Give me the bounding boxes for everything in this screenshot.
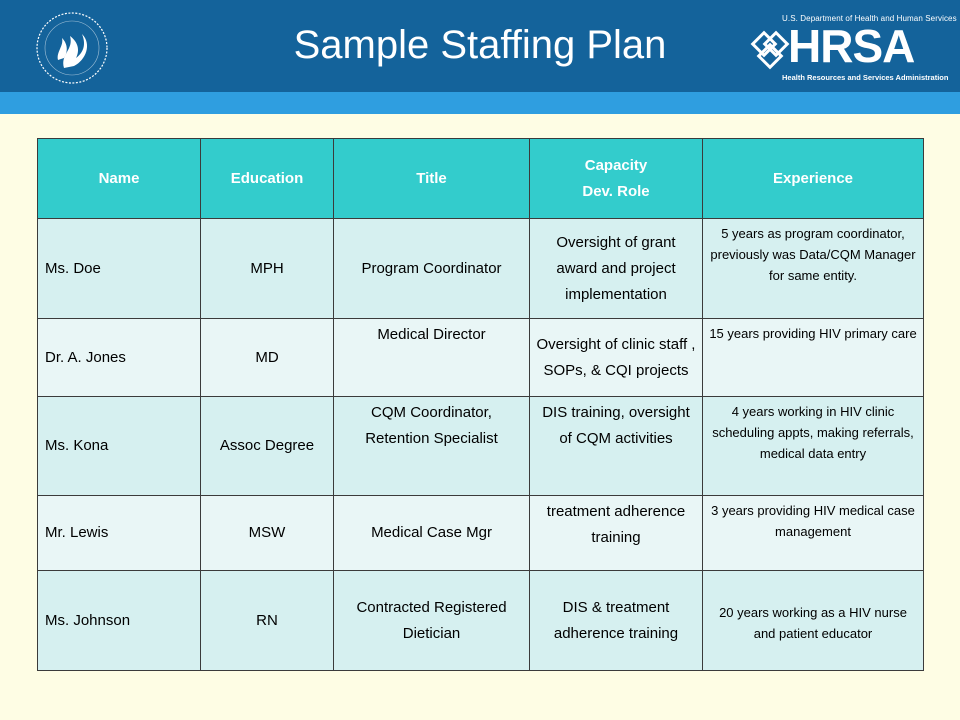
- cell-experience: 4 years working in HIV clinic scheduling appts, making referrals, medical data entry: [703, 397, 924, 496]
- column-header-education: Education: [201, 139, 334, 219]
- cell-experience: 3 years providing HIV medical case management: [703, 496, 924, 571]
- column-header-name: Name: [38, 139, 201, 219]
- cell-name: Mr. Lewis: [38, 496, 201, 571]
- hrsa-logo: [748, 14, 957, 84]
- table-row: [38, 219, 924, 319]
- cell-capacity: Oversight of grant award and project implementation: [530, 219, 703, 319]
- capacity-header-line1: Capacity: [584, 156, 648, 174]
- cell-capacity: treatment adherence training: [530, 496, 703, 571]
- table-header-row: [38, 139, 924, 219]
- cell-experience: 15 years providing HIV primary care: [703, 319, 924, 397]
- cell-name: Ms. Johnson: [38, 571, 201, 671]
- cell-title: Medical Case Mgr: [334, 496, 530, 571]
- cell-title: Medical Director: [334, 319, 530, 397]
- cell-title: Contracted Registered Dietician: [334, 571, 530, 671]
- cell-title: CQM Coordinator, Retention Specialist: [334, 397, 530, 496]
- cell-capacity: DIS training, oversight of CQM activities: [530, 397, 703, 496]
- column-header-title: Title: [334, 139, 530, 219]
- staffing-table: [37, 138, 924, 671]
- hrsa-department-line: U.S. Department of Health and Human Services: [782, 14, 957, 23]
- column-header-experience: Experience: [703, 139, 924, 219]
- capacity-header-line2: Dev. Role: [582, 182, 650, 200]
- cell-education: MD: [201, 319, 334, 397]
- header-bar: [0, 0, 960, 92]
- header-strip: [0, 92, 960, 114]
- cell-education: Assoc Degree: [201, 397, 334, 496]
- table-row: [38, 571, 924, 671]
- cell-name: Dr. A. Jones: [38, 319, 201, 397]
- column-header-capacity: [530, 139, 703, 219]
- cell-name: Ms. Kona: [38, 397, 201, 496]
- table-row: [38, 319, 924, 397]
- hrsa-mark-icon: [748, 28, 792, 72]
- cell-name: Ms. Doe: [38, 219, 201, 319]
- cell-education: MPH: [201, 219, 334, 319]
- hrsa-agency-line: Health Resources and Services Administration: [782, 73, 949, 82]
- table-row: [38, 496, 924, 571]
- cell-experience: 20 years working as a HIV nurse and patient educator: [703, 571, 924, 671]
- cell-education: MSW: [201, 496, 334, 571]
- hrsa-wordmark: HRSA: [788, 20, 915, 72]
- page-title: Sample Staffing Plan: [293, 23, 667, 67]
- cell-education: RN: [201, 571, 334, 671]
- table-row: [38, 397, 924, 496]
- cell-title: Program Coordinator: [334, 219, 530, 319]
- cell-capacity: Oversight of clinic staff , SOPs, & CQI projects: [530, 319, 703, 397]
- cell-capacity: DIS & treatment adherence training: [530, 571, 703, 671]
- cell-experience: 5 years as program coordinator, previously was Data/CQM Manager for same entity.: [703, 219, 924, 319]
